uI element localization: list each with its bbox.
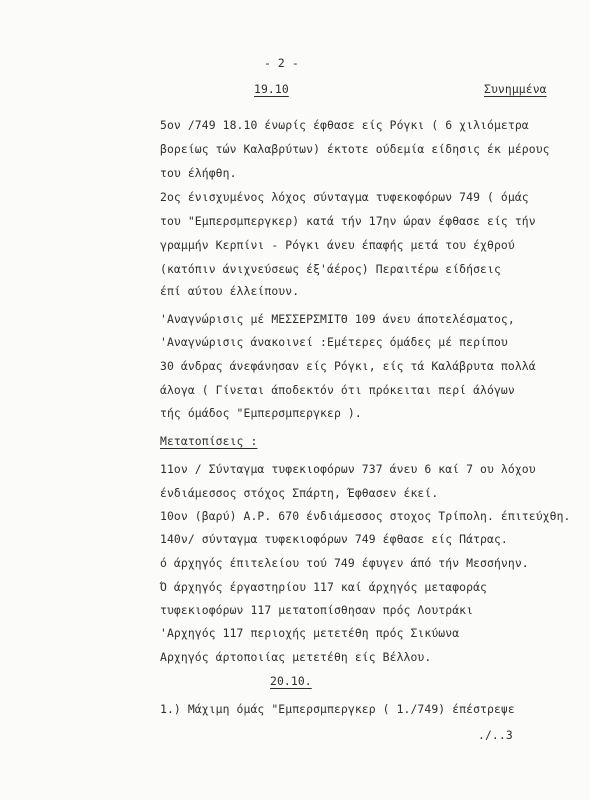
- date-heading: 20.10.: [270, 674, 312, 688]
- text-line: 2ος ένισχυμένος λόχος σύνταγμα τυφεκοφόρων 749 ( όμάς: [160, 190, 529, 204]
- text-line: άλογα ( Γίνεται άποδεκτόν ότι πρόκειται περί άλόγων: [160, 383, 515, 397]
- text-line: 10ον (βαρύ) Α.Ρ. 670 ένδιάμεσσος στοχος Τρίπολη. έπιτεύχθη.: [160, 509, 571, 523]
- text-line: ένδιάμεσσος στόχος Σπάρτη, Έφθασεν έκεί.: [160, 486, 439, 500]
- text-line: ό άρχηγός έπιτελείου τού 749 έφυγεν άπό τήν Μεσσήνην.: [160, 556, 529, 570]
- page-number: - 2 -: [264, 56, 299, 70]
- text-line: γραμμήν Κερπίνι - Ρόγκι άνευ έπαφής μετά του έχθρού: [160, 238, 515, 252]
- text-line: 'Αρχηγός 117 περιοχής μετετέθη πρός Σικύωνα: [160, 626, 460, 640]
- text-line: 11ον / Σύνταγμα τυφεκιοφόρων 737 άνευ 6 καί 7 ου λόχου: [160, 462, 536, 476]
- text-line: 'Αναγνώρισις μέ ΜΕΣΣΕΡΣΜΙΤΘ 109 άνευ άποτελέσματος,: [160, 312, 515, 326]
- text-line: 30 άνδρας άνεφάνησαν είς Ρόγκι, είς τά Καλάβρυτα πολλά: [160, 359, 536, 373]
- text-line: (κατόπιν άνιχνεύσεως έξ'άέρος) Περαιτέρω είδήσεις: [160, 262, 501, 276]
- attachments-label: Συνημμένα: [484, 82, 547, 96]
- movements-heading: Μετατοπίσεις :: [160, 434, 258, 448]
- text-line: 140ν/ σύνταγμα τυφεκιοφόρων 749 έφθασε είς Πάτρας.: [160, 532, 508, 546]
- text-line: βορείως τών Καλαβρύτων) έκτοτε ούδεμία είδησις έκ μέρους: [160, 142, 550, 156]
- text-line: τής όμάδος "Εμπερσμπεργκερ ).: [160, 406, 362, 420]
- text-line: Ό άρχηγός έργαστηρίου 117 καί άρχηγός μεταφοράς: [160, 580, 488, 594]
- text-line: τυφεκιοφόρων 117 μετατοπίσθησαν πρός Λουτράκι: [160, 603, 474, 617]
- text-line: 'Αναγνώρισις άνακοινεί :Εμέτερες όμάδες μέ περίπου: [160, 335, 508, 349]
- continuation-marker: ./..3: [478, 728, 513, 742]
- text-line: του "Εμπερσμπεργκερ) κατά τήν 17ην ώραν έφθασε είς τήν: [160, 214, 536, 228]
- date-heading: 19.10: [254, 82, 289, 96]
- text-line: 1.) Μάχιμη όμάς "Εμπερσμπεργκερ ( 1./749) έπέστρεψε: [160, 702, 515, 716]
- text-line: έπί αύτου έλλείπουν.: [160, 284, 300, 298]
- text-line: 5ον /749 18.10 ένωρίς έφθασε είς Ρόγκι ( 6 χιλιόμετρα: [160, 118, 529, 132]
- text-line: Αρχηγός άρτοποιίας μετετέθη είς Βέλλου.: [160, 650, 432, 664]
- text-line: του έλήφθη.: [160, 166, 237, 180]
